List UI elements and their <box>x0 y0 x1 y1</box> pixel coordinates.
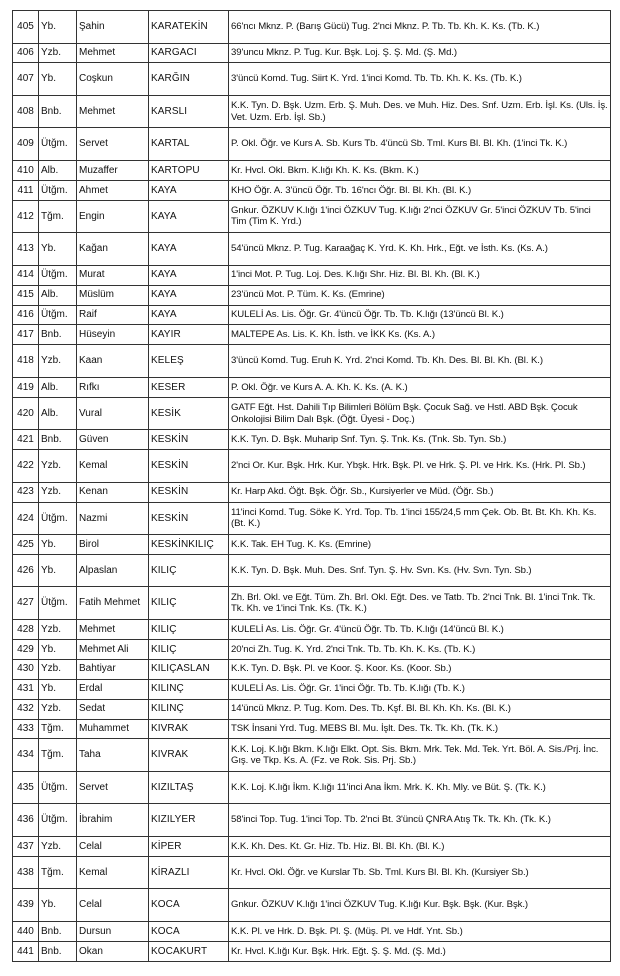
surname-cell: KILIÇASLAN <box>149 659 229 679</box>
surname-cell: KESKİN <box>149 502 229 535</box>
first-name-cell: Coşkun <box>77 63 149 96</box>
unit-assignment-cell: K.K. Loj. K.lığı İkm. K.lığı 11'inci Ana İkm. Mrk. K. Kh. Mly. ve Büt. Ş. (Tk. K.) <box>229 771 611 804</box>
row-number-cell: 427 <box>13 587 39 620</box>
first-name-cell: Rıfkı <box>77 377 149 397</box>
rank-cell: Yzb. <box>39 619 77 639</box>
row-number-cell: 439 <box>13 889 39 922</box>
first-name-cell: Kemal <box>77 856 149 889</box>
rank-cell: Alb. <box>39 397 77 430</box>
surname-cell: KARĞIN <box>149 63 229 96</box>
unit-assignment-cell: MALTEPE As. Lis. K. Kh. İsth. ve İKK Ks. (Ks. A.) <box>229 325 611 345</box>
surname-cell: KESİK <box>149 397 229 430</box>
first-name-cell: Şahin <box>77 11 149 44</box>
table-row <box>13 377 611 397</box>
row-number-cell: 405 <box>13 11 39 44</box>
unit-assignment-cell: K.K. Tyn. D. Bşk. Muh. Des. Snf. Tyn. Ş. Hv. Svn. Ks. (Hv. Svn. Tyn. Sb.) <box>229 554 611 587</box>
table-row <box>13 836 611 856</box>
rank-cell: Yb. <box>39 679 77 699</box>
surname-cell: KESKİN <box>149 450 229 483</box>
first-name-cell: Taha <box>77 739 149 772</box>
first-name-cell: Okan <box>77 941 149 961</box>
row-number-cell: 429 <box>13 639 39 659</box>
row-number-cell: 432 <box>13 699 39 719</box>
unit-assignment-cell: 3'üncü Komd. Tug. Eruh K. Yrd. 2'nci Komd. Tb. Kh. Des. Bl. Bl. Kh. (Bl. K.) <box>229 345 611 378</box>
rank-cell: Ütğm. <box>39 305 77 325</box>
personnel-table <box>12 10 611 962</box>
surname-cell: KOCAKURT <box>149 941 229 961</box>
surname-cell: KARTOPU <box>149 160 229 180</box>
rank-cell: Alb. <box>39 285 77 305</box>
rank-cell: Bnb. <box>39 921 77 941</box>
table-row <box>13 95 611 128</box>
table-row <box>13 804 611 837</box>
first-name-cell: Erdal <box>77 679 149 699</box>
table-row <box>13 430 611 450</box>
first-name-cell: Müslüm <box>77 285 149 305</box>
rank-cell: Yzb. <box>39 450 77 483</box>
unit-assignment-cell: 23'üncü Mot. P. Tüm. K. Ks. (Emrine) <box>229 285 611 305</box>
unit-assignment-cell: 2'nci Or. Kur. Bşk. Hrk. Kur. Ybşk. Hrk. Bşk. Pl. ve Hrk. Ş. Pl. ve Hrk. Ks. (Hrk. Pl. Sb.) <box>229 450 611 483</box>
rank-cell: Yb. <box>39 554 77 587</box>
row-number-cell: 423 <box>13 482 39 502</box>
table-row <box>13 63 611 96</box>
row-number-cell: 440 <box>13 921 39 941</box>
surname-cell: KARGACI <box>149 43 229 63</box>
row-number-cell: 438 <box>13 856 39 889</box>
first-name-cell: Muhammet <box>77 719 149 739</box>
table-row <box>13 921 611 941</box>
rank-cell: Ütğm. <box>39 180 77 200</box>
surname-cell: KESKİN <box>149 482 229 502</box>
first-name-cell: Kemal <box>77 450 149 483</box>
rank-cell: Yb. <box>39 889 77 922</box>
first-name-cell: Mehmet <box>77 95 149 128</box>
rank-cell: Yb. <box>39 535 77 555</box>
row-number-cell: 435 <box>13 771 39 804</box>
row-number-cell: 437 <box>13 836 39 856</box>
row-number-cell: 421 <box>13 430 39 450</box>
first-name-cell: Servet <box>77 128 149 161</box>
rank-cell: Yb. <box>39 11 77 44</box>
surname-cell: KESER <box>149 377 229 397</box>
surname-cell: KAYA <box>149 200 229 233</box>
rank-cell: Ütğm. <box>39 804 77 837</box>
rank-cell: Tğm. <box>39 739 77 772</box>
first-name-cell: Alpaslan <box>77 554 149 587</box>
unit-assignment-cell: 39'uncu Mknz. P. Tug. Kur. Bşk. Loj. Ş. Ş. Md. (Ş. Md.) <box>229 43 611 63</box>
surname-cell: KAYA <box>149 305 229 325</box>
table-row <box>13 699 611 719</box>
table-row <box>13 265 611 285</box>
table-row <box>13 587 611 620</box>
personnel-table-body <box>13 11 611 962</box>
personnel-list-page <box>12 10 610 962</box>
unit-assignment-cell: KHO Öğr. A. 3'üncü Öğr. Tb. 16'ncı Öğr. Bl. Bl. Kh. (Bl. K.) <box>229 180 611 200</box>
surname-cell: KILINÇ <box>149 699 229 719</box>
rank-cell: Alb. <box>39 160 77 180</box>
row-number-cell: 408 <box>13 95 39 128</box>
table-row <box>13 397 611 430</box>
row-number-cell: 425 <box>13 535 39 555</box>
first-name-cell: Kenan <box>77 482 149 502</box>
unit-assignment-cell: KULELİ As. Lis. Öğr. Gr. 1'inci Öğr. Tb. Tb. K.lığı (Tb. K.) <box>229 679 611 699</box>
unit-assignment-cell: Kr. Hvcl. Okl. Öğr. ve Kurslar Tb. Sb. Tml. Kurs Bl. Bl. Kh. (Kursiyer Sb.) <box>229 856 611 889</box>
unit-assignment-cell: 66'ncı Mknz. P. (Barış Gücü) Tug. 2'nci Mknz. P. Tb. Tb. Kh. K. Ks. (Tb. K.) <box>229 11 611 44</box>
surname-cell: KARTAL <box>149 128 229 161</box>
table-row <box>13 285 611 305</box>
row-number-cell: 414 <box>13 265 39 285</box>
surname-cell: KIZILYER <box>149 804 229 837</box>
table-row <box>13 325 611 345</box>
row-number-cell: 436 <box>13 804 39 837</box>
surname-cell: KAYA <box>149 233 229 266</box>
rank-cell: Tğm. <box>39 719 77 739</box>
surname-cell: KILIÇ <box>149 619 229 639</box>
surname-cell: KILIÇ <box>149 587 229 620</box>
row-number-cell: 415 <box>13 285 39 305</box>
table-row <box>13 535 611 555</box>
surname-cell: KAYIR <box>149 325 229 345</box>
surname-cell: KAYA <box>149 180 229 200</box>
rank-cell: Yzb. <box>39 659 77 679</box>
rank-cell: Bnb. <box>39 941 77 961</box>
first-name-cell: Bahtiyar <box>77 659 149 679</box>
rank-cell: Yzb. <box>39 482 77 502</box>
row-number-cell: 409 <box>13 128 39 161</box>
rank-cell: Tğm. <box>39 856 77 889</box>
row-number-cell: 406 <box>13 43 39 63</box>
row-number-cell: 426 <box>13 554 39 587</box>
table-row <box>13 200 611 233</box>
unit-assignment-cell: K.K. Tyn. D. Bşk. Pl. ve Koor. Ş. Koor. Ks. (Koor. Sb.) <box>229 659 611 679</box>
row-number-cell: 416 <box>13 305 39 325</box>
row-number-cell: 412 <box>13 200 39 233</box>
first-name-cell: Mehmet <box>77 43 149 63</box>
first-name-cell: Mehmet Ali <box>77 639 149 659</box>
unit-assignment-cell: K.K. Pl. ve Hrk. D. Bşk. Pl. Ş. (Müş. Pl. ve Hdf. Ynt. Sb.) <box>229 921 611 941</box>
surname-cell: KILIÇ <box>149 554 229 587</box>
first-name-cell: Vural <box>77 397 149 430</box>
row-number-cell: 424 <box>13 502 39 535</box>
first-name-cell: İbrahim <box>77 804 149 837</box>
first-name-cell: Servet <box>77 771 149 804</box>
table-row <box>13 482 611 502</box>
unit-assignment-cell: K.K. Loj. K.lığı Bkm. K.lığı Elkt. Opt. Sis. Bkm. Mrk. Tek. Md. Tek. Yrt. Böl. A. Sis./Prj. İnc. Gış. ve Tkp. Ks. A. (Fz. ve Rok. Sis. Prj. Sb.) <box>229 739 611 772</box>
unit-assignment-cell: K.K. Kh. Des. Kt. Gr. Hiz. Tb. Hiz. Bl. Bl. Kh. (Bl. K.) <box>229 836 611 856</box>
table-row <box>13 160 611 180</box>
table-row <box>13 856 611 889</box>
first-name-cell: Raif <box>77 305 149 325</box>
table-row <box>13 889 611 922</box>
unit-assignment-cell: TSK İnsani Yrd. Tug. MEBS Bl. Mu. İşlt. Des. Tk. Tk. Kh. (Tk. K.) <box>229 719 611 739</box>
surname-cell: KOCA <box>149 921 229 941</box>
rank-cell: Yb. <box>39 639 77 659</box>
surname-cell: KESKİN <box>149 430 229 450</box>
first-name-cell: Sedat <box>77 699 149 719</box>
row-number-cell: 418 <box>13 345 39 378</box>
rank-cell: Tğm. <box>39 200 77 233</box>
table-row <box>13 719 611 739</box>
first-name-cell: Güven <box>77 430 149 450</box>
rank-cell: Yzb. <box>39 345 77 378</box>
unit-assignment-cell: Kr. Hvcl. K.lığı Kur. Bşk. Hrk. Eğt. Ş. Ş. Md. (Ş. Md.) <box>229 941 611 961</box>
surname-cell: KOCA <box>149 889 229 922</box>
row-number-cell: 407 <box>13 63 39 96</box>
surname-cell: KESKİNKILIÇ <box>149 535 229 555</box>
unit-assignment-cell: K.K. Tak. EH Tug. K. Ks. (Emrine) <box>229 535 611 555</box>
unit-assignment-cell: K.K. Tyn. D. Bşk. Uzm. Erb. Ş. Muh. Des. ve Muh. Hiz. Des. Snf. Uzm. Erb. İşl. Ks. (Uls. İş. Vet. Uzm. Erb. İşl. Sb.) <box>229 95 611 128</box>
table-row <box>13 941 611 961</box>
table-row <box>13 233 611 266</box>
surname-cell: KELEŞ <box>149 345 229 378</box>
first-name-cell: Muzaffer <box>77 160 149 180</box>
rank-cell: Bnb. <box>39 430 77 450</box>
rank-cell: Bnb. <box>39 325 77 345</box>
row-number-cell: 420 <box>13 397 39 430</box>
row-number-cell: 422 <box>13 450 39 483</box>
first-name-cell: Mehmet <box>77 619 149 639</box>
table-row <box>13 639 611 659</box>
rank-cell: Bnb. <box>39 95 77 128</box>
rank-cell: Yzb. <box>39 699 77 719</box>
table-row <box>13 554 611 587</box>
unit-assignment-cell: 58'inci Top. Tug. 1'inci Top. Tb. 2'nci Bt. 3'üncü ÇNRA Atış Tk. Tk. Kh. (Tk. K.) <box>229 804 611 837</box>
table-row <box>13 128 611 161</box>
rank-cell: Ütğm. <box>39 502 77 535</box>
unit-assignment-cell: 14'üncü Mknz. P. Tug. Kom. Des. Tb. Kşf. Bl. Bl. Kh. Kh. Ks. (Bl. K.) <box>229 699 611 719</box>
row-number-cell: 417 <box>13 325 39 345</box>
unit-assignment-cell: 3'üncü Komd. Tug. Siirt K. Yrd. 1'inci Komd. Tb. Tb. Kh. K. Ks. (Tb. K.) <box>229 63 611 96</box>
surname-cell: KARATEKİN <box>149 11 229 44</box>
first-name-cell: Murat <box>77 265 149 285</box>
row-number-cell: 419 <box>13 377 39 397</box>
rank-cell: Yzb. <box>39 43 77 63</box>
rank-cell: Ütğm. <box>39 771 77 804</box>
row-number-cell: 430 <box>13 659 39 679</box>
unit-assignment-cell: GATF Eğt. Hst. Dahili Tıp Bilimleri Bölüm Bşk. Çocuk Sağ. ve Hstl. ABD Bşk. Çocuk Onkolojisi Bilim Dalı Bşk. (Öğt. Üyesi - Doç.) <box>229 397 611 430</box>
surname-cell: KILINÇ <box>149 679 229 699</box>
unit-assignment-cell: Gnkur. ÖZKUV K.lığı 1'inci ÖZKUV Tug. K.lığı 2'nci ÖZKUV Gr. 5'inci ÖZKUV Tb. 5'inci Tim (Tim K. Yrd.) <box>229 200 611 233</box>
first-name-cell: Nazmi <box>77 502 149 535</box>
unit-assignment-cell: KULELİ As. Lis. Öğr. Gr. 4'üncü Öğr. Tb. Tb. K.lığı (14'üncü Bl. K.) <box>229 619 611 639</box>
rank-cell: Ütğm. <box>39 587 77 620</box>
unit-assignment-cell: 1'inci Mot. P. Tug. Loj. Des. K.lığı Shr. Hiz. Bl. Bl. Kh. (Bl. K.) <box>229 265 611 285</box>
surname-cell: KARSLI <box>149 95 229 128</box>
unit-assignment-cell: Zh. Brl. Okl. ve Eğt. Tüm. Zh. Brl. Okl. Eğt. Des. ve Tatb. Tb. 2'nci Tnk. Bl. 1'inci Tnk. Tk. Tk. Kh. ve 1'inci Tnk. Ks. (Tk. K.) <box>229 587 611 620</box>
unit-assignment-cell: Kr. Harp Akd. Öğt. Bşk. Öğr. Sb., Kursiyerler ve Müd. (Öğr. Sb.) <box>229 482 611 502</box>
first-name-cell: Celal <box>77 889 149 922</box>
first-name-cell: Ahmet <box>77 180 149 200</box>
table-row <box>13 180 611 200</box>
unit-assignment-cell: Gnkur. ÖZKUV K.lığı 1'inci ÖZKUV Tug. K.lığı Kur. Bşk. Bşk. (Kur. Bşk.) <box>229 889 611 922</box>
table-row <box>13 11 611 44</box>
surname-cell: KIVRAK <box>149 719 229 739</box>
unit-assignment-cell: KULELİ As. Lis. Öğr. Gr. 4'üncü Öğr. Tb. Tb. K.lığı (13'üncü Bl. K.) <box>229 305 611 325</box>
unit-assignment-cell: 20'nci Zh. Tug. K. Yrd. 2'nci Tnk. Tb. Tb. Kh. K. Ks. (Tb. K.) <box>229 639 611 659</box>
unit-assignment-cell: 11'inci Komd. Tug. Söke K. Yrd. Top. Tb. 1'inci 155/24,5 mm Çek. Ob. Bt. Bt. Kh. Kh. Ks. (Bt. K.) <box>229 502 611 535</box>
surname-cell: KAYA <box>149 285 229 305</box>
table-row <box>13 305 611 325</box>
table-row <box>13 679 611 699</box>
surname-cell: KIZILTAŞ <box>149 771 229 804</box>
unit-assignment-cell: P. Okl. Öğr. ve Kurs A. Sb. Kurs Tb. 4'üncü Sb. Tml. Kurs Bl. Bl. Kh. (1'inci Tk. K.) <box>229 128 611 161</box>
first-name-cell: Engin <box>77 200 149 233</box>
first-name-cell: Dursun <box>77 921 149 941</box>
first-name-cell: Kaan <box>77 345 149 378</box>
row-number-cell: 413 <box>13 233 39 266</box>
table-row <box>13 450 611 483</box>
unit-assignment-cell: P. Okl. Öğr. ve Kurs A. A. Kh. K. Ks. (A. K.) <box>229 377 611 397</box>
first-name-cell: Celal <box>77 836 149 856</box>
rank-cell: Yb. <box>39 63 77 96</box>
table-row <box>13 739 611 772</box>
first-name-cell: Kağan <box>77 233 149 266</box>
surname-cell: KAYA <box>149 265 229 285</box>
table-row <box>13 43 611 63</box>
row-number-cell: 431 <box>13 679 39 699</box>
table-row <box>13 619 611 639</box>
row-number-cell: 411 <box>13 180 39 200</box>
first-name-cell: Hüseyin <box>77 325 149 345</box>
surname-cell: KİRAZLI <box>149 856 229 889</box>
row-number-cell: 441 <box>13 941 39 961</box>
surname-cell: KİPER <box>149 836 229 856</box>
rank-cell: Ütğm. <box>39 265 77 285</box>
surname-cell: KILIÇ <box>149 639 229 659</box>
row-number-cell: 428 <box>13 619 39 639</box>
table-row <box>13 345 611 378</box>
unit-assignment-cell: Kr. Hvcl. Okl. Bkm. K.lığı Kh. K. Ks. (Bkm. K.) <box>229 160 611 180</box>
first-name-cell: Fatih Mehmet <box>77 587 149 620</box>
unit-assignment-cell: K.K. Tyn. D. Bşk. Muharip Snf. Tyn. Ş. Tnk. Ks. (Tnk. Sb. Tyn. Sb.) <box>229 430 611 450</box>
unit-assignment-cell: 54'üncü Mknz. P. Tug. Karaağaç K. Yrd. K. Kh. Hrk., Eğt. ve İsth. Ks. (Ks. A.) <box>229 233 611 266</box>
surname-cell: KIVRAK <box>149 739 229 772</box>
rank-cell: Yb. <box>39 233 77 266</box>
table-row <box>13 659 611 679</box>
table-row <box>13 502 611 535</box>
row-number-cell: 433 <box>13 719 39 739</box>
first-name-cell: Birol <box>77 535 149 555</box>
rank-cell: Yzb. <box>39 836 77 856</box>
rank-cell: Ütğm. <box>39 128 77 161</box>
row-number-cell: 434 <box>13 739 39 772</box>
rank-cell: Alb. <box>39 377 77 397</box>
row-number-cell: 410 <box>13 160 39 180</box>
table-row <box>13 771 611 804</box>
